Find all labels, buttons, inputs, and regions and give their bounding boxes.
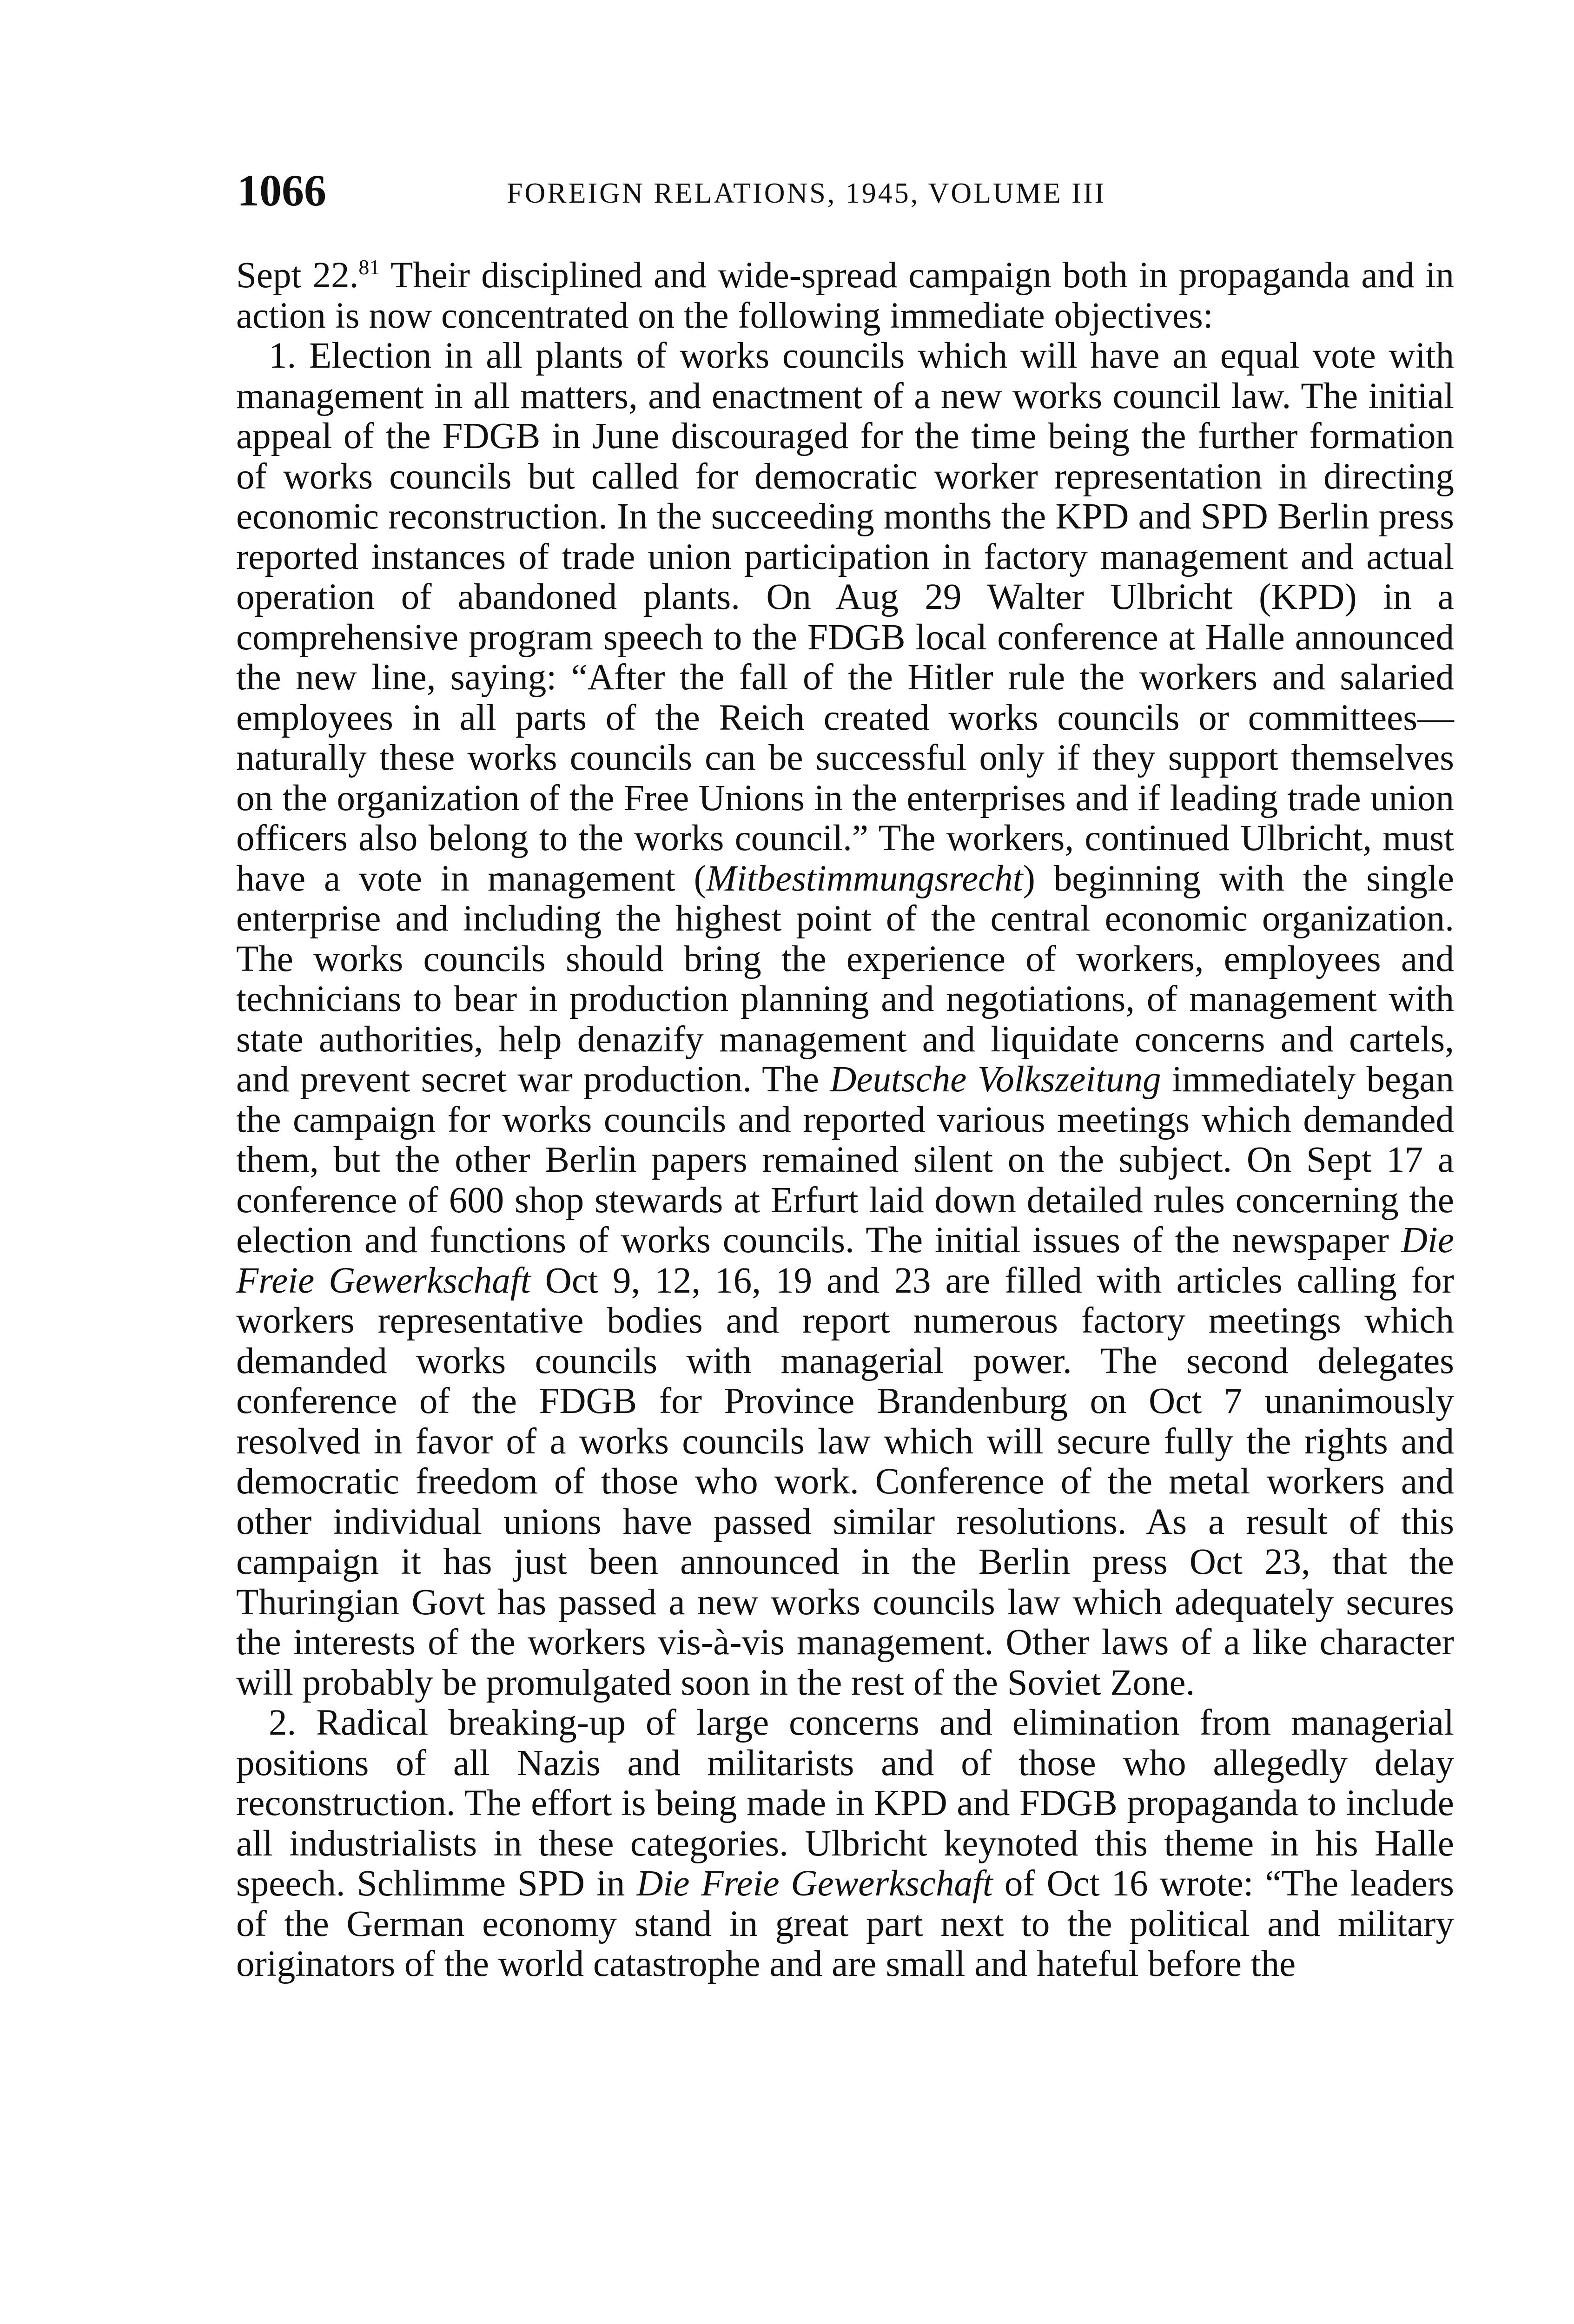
paragraph-item-2 bbox=[236, 1703, 1454, 1985]
intro-text: Their disciplined and wide-spread campaign both in propaganda and in action is now concentrated on the following immediate objectives: bbox=[236, 255, 1455, 336]
item2-newspaper-gewerkschaft: Die Freie Gewerkschaft bbox=[636, 1863, 993, 1904]
item1-text-1: 1. Election in all plants of works councils which will have an equal vote with management in all matters, and enactment of a new works council law. The initial appeal of the FDGB in June discouraged for the time being the further formation of works councils but called for democratic worker representation in directing economic reconstruction. In the succeeding months the KPD and SPD Berlin press reported instances of trade union participation in factory management and actual operation of abandoned plants. On Aug 29 Walter Ulbricht (KPD) in a comprehensive program speech to the FDGB local conference at Halle announced the new line, saying: “After the fall of the Hitler rule the workers and salaried employees in all parts of the Reich created works councils or committees—naturally these works councils can be successful only if they support themselves on the organization of the Free Unions in the enterprises and if leading trade union officers also belong to the works council.” The workers, continued Ulbricht, must have a vote in management ( bbox=[236, 336, 1454, 899]
footnote-reference: 81 bbox=[358, 255, 380, 279]
item2-text-2: of Oct 16 wrote: “The leaders of the German economy stand in great part next to the political and military originators of the world catastrophe and are small and hateful before the bbox=[236, 1863, 1454, 1984]
intro-date: Sept 22. bbox=[236, 255, 359, 296]
running-head: FOREIGN RELATIONS, 1945, VOLUME III bbox=[507, 178, 1106, 209]
item1-term-mitbestimmungsrecht: Mitbestimmungsrecht bbox=[706, 858, 1023, 899]
item1-text-4: Oct 9, 12, 16, 19 and 23 are filled with articles calling for workers representative bodies and report numerous factory meetings which demanded works councils with managerial power. The second delegates conference of the FDGB for Province Brandenburg on Oct 7 unanimously resolved in favor of a works councils law which will secure fully the rights and democratic freedom of those who work. Conference of the metal workers and other individual unions have passed similar resolutions. As a result of this campaign it has just been announced in the Berlin press Oct 23, that the Thuringian Govt has passed a new works councils law which adequately secures the interests of the workers vis-à-vis management. Other laws of a like character will probably be promulgated soon in the rest of the Soviet Zone. bbox=[236, 1260, 1454, 1703]
page-number: 1066 bbox=[237, 165, 326, 215]
item1-text-3: immediately began the campaign for works councils and reported various meetings which demanded them, but the other Berlin papers remained silent on the subject. On Sept 17 a conference of 600 shop stewards at Erfurt laid down detailed rules concerning the election and functions of works councils. The initial issues of the newspaper bbox=[236, 1059, 1454, 1261]
paragraph-item-1 bbox=[236, 336, 1454, 1703]
item1-newspaper-gewerkschaft: Die Freie Gewerkschaft bbox=[236, 1220, 1454, 1301]
item2-text-1: 2. Radical breaking-up of large concerns and elimination from managerial positions of all Nazis and militarists and of those who allegedly delay reconstruction. The effort is being made in KPD and FDGB propaganda to include all industrialists in these categories. Ulbricht keynoted this theme in his Halle speech. Schlimme SPD in bbox=[236, 1703, 1454, 1904]
intro-paragraph bbox=[236, 256, 1454, 336]
page-header bbox=[237, 163, 1353, 223]
item1-text-2: ) beginning with the single enterprise and including the highest point of the central economic organization. The works councils should bring the experience of workers, employees and technicians to bear in production planning and negotiations, of management with state authorities, help denazify management and liquidate concerns and cartels, and prevent secret war production. The bbox=[236, 858, 1454, 1100]
item1-newspaper-volkszeitung: Deutsche Volkszeitung bbox=[830, 1059, 1161, 1100]
body-text bbox=[236, 256, 1454, 1985]
